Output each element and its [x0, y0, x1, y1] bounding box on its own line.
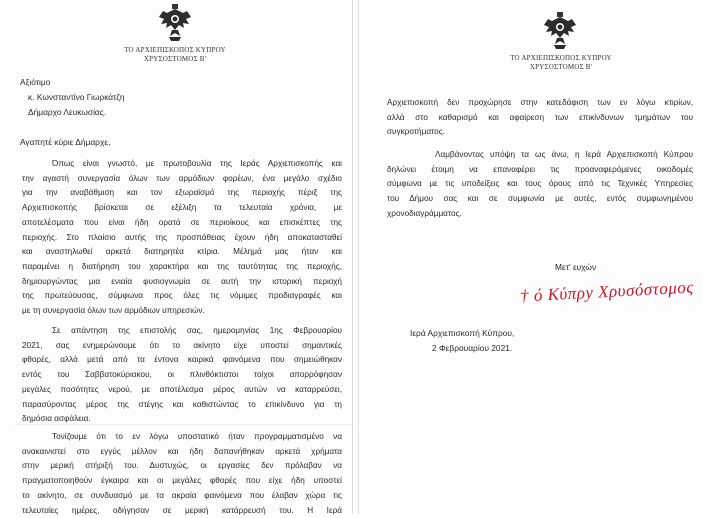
letterhead-title: ΤΟ ΑΡΧΙΕΠΙΣΚΟΠΟΣ ΚΥΠΡΟΥ ΧΡΥΣΟΣΤΟΜΟΣ Β' — [124, 46, 226, 63]
paragraph-1: Όπως είναι γνωστό, με πρωτοβουλία της Ιεράς Αρχιεπισκοπής και την αγαστή συνεργασία όλων των αρμόδιων φορέων, ένα μεγάλο σχέδιο για την αναβάθμιση και τον εξωραϊσμό της περιοχής πέριξ της Αρχιεπισκοπής βρίσκεται σε εξέλιξη τα τελευταία χρόνια, με αποτελέσματα που είναι ήδη ορατά σε περιοίκους και επισκέπτες της περιοχής. Στο πλαίσιο αυτής της προσπάθειας έχουν ήδη αποκατασταθεί και αναστηλωθεί αρκετά διατηρητέα κτίρια. Μέλημά μας ήταν και παραμένει η διατήρηση του χαρακτήρα και της ταυτότητας της περιοχής, δημιουργώντας μια ενιαία φυσιογνωμία σε αυτή την ιστορική περιοχή της πρωτεύουσας, σύμφωνα προς όλες τις νόμιμες προδιαγραφές και με τη συνεργασία όλων των αρμόδιων υπηρεσιών. — [22, 159, 342, 316]
recipient-title: Δήμαρχο Λευκωσίας. — [28, 107, 107, 117]
paragraph-2: Σε απάντηση της επιστολής σας, ημερομηνίας 1ης Φεβρουαρίου 2021, σας ενημερώνουμε ότι το ακίνητο είχε υποστεί σημαντικές φθορές, αλλά μετά από τα έντονα καιρικά φαινόμενα που σημειώθηκαν εντός του Σαββατοκύριακου, οι πλινθόκτιστοι τοίχοι απορρόφησαν μεγάλες ποσότητες νερού, με αποτέλεσμα μέρος αυτών να καταρρεύσει, παρασύροντας μέρος της στέγης και καθιστώντας το επικίνδυνο για τη δημόσια ασφάλεια. — [22, 326, 342, 424]
letter-page-2 — [358, 0, 703, 514]
archbishop-crest-icon — [542, 12, 578, 52]
recipient-name: κ. Κωνσταντίνο Γιωρκάτζη — [28, 92, 125, 102]
letterhead-title: ΤΟ ΑΡΧΙΕΠΙΣΚΟΠΟΣ ΚΥΠΡΟΥ ΧΡΥΣΟΣΤΟΜΟΣ Β' — [510, 54, 612, 71]
handwritten-signature: † ό Κύπρy Χρυσόστομος — [519, 277, 695, 306]
paragraph-4: Λαμβάνοντας υπόψη τα ως άνω, η Ιερά Αρχιεπισκοπή Κύπρου δηλώνει έτοιμη να επαναφέρει τις προαναφερόμενες οικοδομές σύμφωνα με τις υποδείξεις και τους όρους από τις Τεχνικές Υπηρεσίες του Δήμου σας και σε συμφωνία με αυτές, εντός συμφωνημένου χρονοδιαγράμματος. — [387, 150, 693, 218]
scan-divider — [14, 424, 354, 425]
archbishop-crest-icon — [157, 4, 193, 44]
closing: Μετ' ευχών — [555, 262, 597, 272]
letter-page-1 — [0, 0, 353, 514]
greeting: Αγαπητέ κύριε Δήμαρχε, — [20, 137, 111, 147]
paragraph-continued: Αρχιεπισκοπή δεν προχώρησε στην κατεδάφιση των εν λόγω κτιρίων, αλλά στο καθαρισμό και αφαίρεση των επικίνδυνων τμημάτων του συγκροτήματος. — [387, 98, 693, 137]
sender-place: Ιερά Αρχιεπισκοπή Κύπρου, — [410, 328, 515, 338]
paragraph-3: Τονίζουμε ότι το εν λόγω υποστατικό ήταν προγραμματισμένο να ανακαινιστεί στο εγγύς μέλλον και ήδη δαπανήθηκαν αρκετά χρήματα στην μερική στήριξή του. Δυστυχώς, οι εργασίες δεν πρόλαβαν να πραγματοποιηθούν έγκαιρα και οι μεγάλες φθορές που είχε ήδη υποστεί το ακίνητο, σε συνδυασμό με τα ακραία φαινόμενα που έλαβαν χώρα τις τελευταίες ημέρες, οδήγησαν σε μερική κατάρρευσή του. Η Ιερά — [22, 432, 342, 515]
letter-date: 2 Φεβρουαρίου 2021. — [432, 343, 513, 353]
recipient-salutation: Αξιότιμο — [20, 77, 51, 87]
